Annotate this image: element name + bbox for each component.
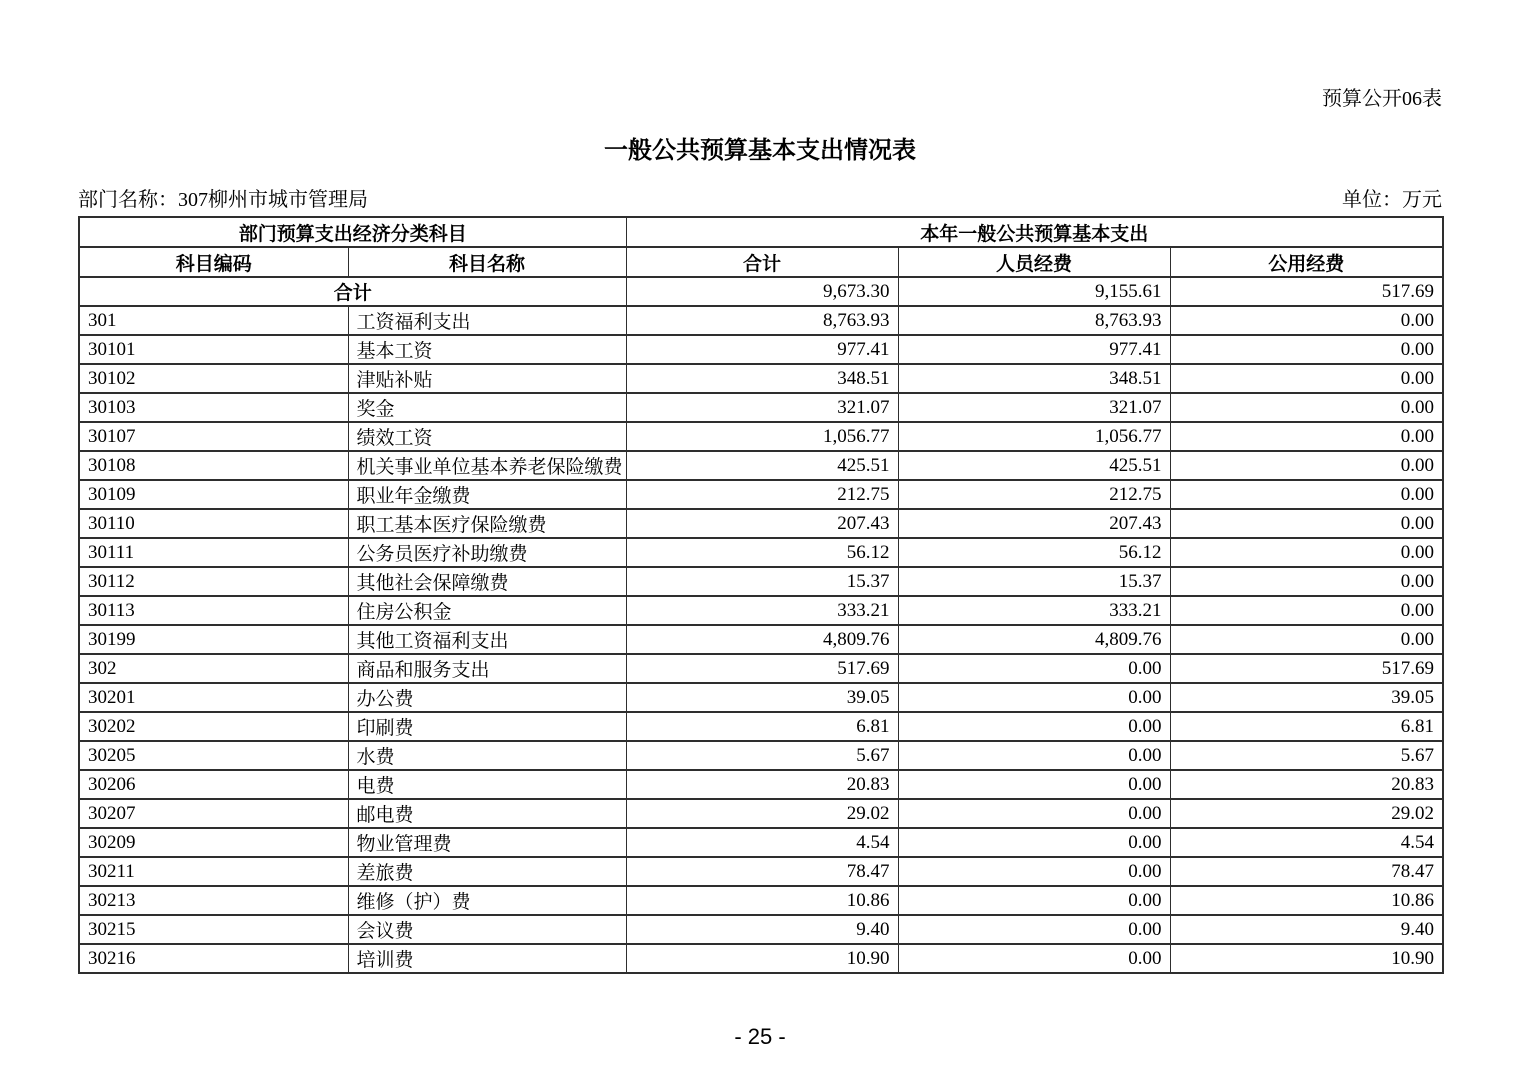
- total-row-label: 合计: [79, 277, 626, 306]
- subject-name-cell: 水费: [348, 741, 626, 770]
- subject-code-cell: 30103: [79, 393, 348, 422]
- table-row: [79, 741, 1443, 770]
- total-value-cell: 4,809.76: [626, 625, 898, 654]
- public-value-cell: 0.00: [1170, 335, 1443, 364]
- column-header-personnel: 人员经费: [898, 247, 1170, 277]
- subject-code-cell: 30201: [79, 683, 348, 712]
- public-value-cell: 4.54: [1170, 828, 1443, 857]
- subject-name-cell: 住房公积金: [348, 596, 626, 625]
- subject-name-cell: 津贴补贴: [348, 364, 626, 393]
- table-total-row: [79, 277, 1443, 306]
- table-row: [79, 364, 1443, 393]
- unit-label: 单位：万元: [1342, 189, 1442, 211]
- subject-code-cell: 30113: [79, 596, 348, 625]
- subject-code-cell: 30102: [79, 364, 348, 393]
- total-value-cell: 4.54: [626, 828, 898, 857]
- public-value-cell: 5.67: [1170, 741, 1443, 770]
- subject-code-cell: 30108: [79, 451, 348, 480]
- subject-name-cell: 电费: [348, 770, 626, 799]
- personnel-value-cell: 1,056.77: [898, 422, 1170, 451]
- personnel-value-cell: 348.51: [898, 364, 1170, 393]
- column-header-subject-code: 科目编码: [79, 247, 348, 277]
- table-row: [79, 886, 1443, 915]
- personnel-value-cell: 212.75: [898, 480, 1170, 509]
- total-value-cell: 20.83: [626, 770, 898, 799]
- total-value-cell: 39.05: [626, 683, 898, 712]
- column-header-public-funds: 公用经费: [1170, 247, 1443, 277]
- subject-code-cell: 30209: [79, 828, 348, 857]
- subject-code-cell: 30110: [79, 509, 348, 538]
- department-name-label: 部门名称：307柳州市城市管理局: [78, 189, 368, 211]
- subject-code-cell: 30107: [79, 422, 348, 451]
- public-value-cell: 20.83: [1170, 770, 1443, 799]
- table-row: [79, 306, 1443, 335]
- table-row: [79, 451, 1443, 480]
- total-value-cell: 78.47: [626, 857, 898, 886]
- total-row-personnel-value: 9,155.61: [898, 277, 1170, 306]
- personnel-value-cell: 0.00: [898, 886, 1170, 915]
- total-value-cell: 348.51: [626, 364, 898, 393]
- form-code-label: 预算公开06表: [1322, 88, 1442, 110]
- personnel-value-cell: 56.12: [898, 538, 1170, 567]
- table-meta-row: [78, 188, 1442, 212]
- table-row: [79, 712, 1443, 741]
- subject-name-cell: 会议费: [348, 915, 626, 944]
- total-value-cell: 977.41: [626, 335, 898, 364]
- table-row: [79, 828, 1443, 857]
- subject-code-cell: 302: [79, 654, 348, 683]
- personnel-value-cell: 0.00: [898, 944, 1170, 973]
- page-title: 一般公共预算基本支出情况表: [604, 138, 916, 164]
- subject-code-cell: 30215: [79, 915, 348, 944]
- table-row: [79, 538, 1443, 567]
- subject-name-cell: 公务员医疗补助缴费: [348, 538, 626, 567]
- personnel-value-cell: 977.41: [898, 335, 1170, 364]
- subject-name-cell: 物业管理费: [348, 828, 626, 857]
- public-value-cell: 0.00: [1170, 596, 1443, 625]
- total-row-public-value: 517.69: [1170, 277, 1443, 306]
- table-row: [79, 654, 1443, 683]
- subject-code-cell: 30199: [79, 625, 348, 654]
- subject-code-cell: 30207: [79, 799, 348, 828]
- total-value-cell: 9.40: [626, 915, 898, 944]
- subject-code-cell: 30205: [79, 741, 348, 770]
- public-value-cell: 0.00: [1170, 538, 1443, 567]
- public-value-cell: 517.69: [1170, 654, 1443, 683]
- subject-code-cell: 30213: [79, 886, 348, 915]
- subject-name-cell: 其他社会保障缴费: [348, 567, 626, 596]
- subject-code-cell: 30216: [79, 944, 348, 973]
- column-header-total: 合计: [626, 247, 898, 277]
- public-value-cell: 39.05: [1170, 683, 1443, 712]
- subject-code-cell: 30202: [79, 712, 348, 741]
- total-value-cell: 5.67: [626, 741, 898, 770]
- page-number: - 25 -: [734, 1024, 786, 1049]
- public-value-cell: 0.00: [1170, 480, 1443, 509]
- subject-name-cell: 职业年金缴费: [348, 480, 626, 509]
- subject-name-cell: 维修（护）费: [348, 886, 626, 915]
- personnel-value-cell: 4,809.76: [898, 625, 1170, 654]
- subject-name-cell: 培训费: [348, 944, 626, 973]
- public-value-cell: 6.81: [1170, 712, 1443, 741]
- public-value-cell: 10.90: [1170, 944, 1443, 973]
- total-value-cell: 10.86: [626, 886, 898, 915]
- personnel-value-cell: 0.00: [898, 654, 1170, 683]
- personnel-value-cell: 207.43: [898, 509, 1170, 538]
- personnel-value-cell: 8,763.93: [898, 306, 1170, 335]
- total-value-cell: 321.07: [626, 393, 898, 422]
- table-group-header-row: [79, 217, 1443, 247]
- budget-table: [78, 216, 1444, 974]
- personnel-value-cell: 0.00: [898, 741, 1170, 770]
- table-row: [79, 335, 1443, 364]
- public-value-cell: 0.00: [1170, 567, 1443, 596]
- table-row: [79, 422, 1443, 451]
- personnel-value-cell: 0.00: [898, 770, 1170, 799]
- total-value-cell: 1,056.77: [626, 422, 898, 451]
- personnel-value-cell: 321.07: [898, 393, 1170, 422]
- personnel-value-cell: 15.37: [898, 567, 1170, 596]
- table-row: [79, 683, 1443, 712]
- public-value-cell: 9.40: [1170, 915, 1443, 944]
- subject-name-cell: 差旅费: [348, 857, 626, 886]
- subject-code-cell: 30206: [79, 770, 348, 799]
- total-value-cell: 517.69: [626, 654, 898, 683]
- subject-code-cell: 301: [79, 306, 348, 335]
- total-value-cell: 212.75: [626, 480, 898, 509]
- subject-code-cell: 30211: [79, 857, 348, 886]
- table-row: [79, 799, 1443, 828]
- public-value-cell: 0.00: [1170, 625, 1443, 654]
- subject-code-cell: 30112: [79, 567, 348, 596]
- subject-name-cell: 机关事业单位基本养老保险缴费: [348, 451, 626, 480]
- header-group-classification: 部门预算支出经济分类科目: [79, 217, 626, 247]
- public-value-cell: 0.00: [1170, 509, 1443, 538]
- table-row: [79, 944, 1443, 973]
- table-row: [79, 770, 1443, 799]
- total-value-cell: 15.37: [626, 567, 898, 596]
- subject-code-cell: 30111: [79, 538, 348, 567]
- subject-code-cell: 30109: [79, 480, 348, 509]
- total-value-cell: 6.81: [626, 712, 898, 741]
- subject-name-cell: 商品和服务支出: [348, 654, 626, 683]
- subject-name-cell: 其他工资福利支出: [348, 625, 626, 654]
- public-value-cell: 0.00: [1170, 451, 1443, 480]
- personnel-value-cell: 425.51: [898, 451, 1170, 480]
- public-value-cell: 78.47: [1170, 857, 1443, 886]
- table-row: [79, 509, 1443, 538]
- header-group-basic-expenditure: 本年一般公共预算基本支出: [626, 217, 1443, 247]
- personnel-value-cell: 333.21: [898, 596, 1170, 625]
- total-value-cell: 8,763.93: [626, 306, 898, 335]
- total-value-cell: 207.43: [626, 509, 898, 538]
- total-value-cell: 425.51: [626, 451, 898, 480]
- subject-code-cell: 30101: [79, 335, 348, 364]
- table-row: [79, 596, 1443, 625]
- table-row: [79, 625, 1443, 654]
- personnel-value-cell: 0.00: [898, 915, 1170, 944]
- public-value-cell: 0.00: [1170, 422, 1443, 451]
- total-value-cell: 10.90: [626, 944, 898, 973]
- public-value-cell: 0.00: [1170, 306, 1443, 335]
- public-value-cell: 0.00: [1170, 364, 1443, 393]
- total-value-cell: 333.21: [626, 596, 898, 625]
- subject-name-cell: 奖金: [348, 393, 626, 422]
- table-row: [79, 857, 1443, 886]
- personnel-value-cell: 0.00: [898, 828, 1170, 857]
- personnel-value-cell: 0.00: [898, 683, 1170, 712]
- subject-name-cell: 基本工资: [348, 335, 626, 364]
- subject-name-cell: 印刷费: [348, 712, 626, 741]
- total-row-total-value: 9,673.30: [626, 277, 898, 306]
- subject-name-cell: 职工基本医疗保险缴费: [348, 509, 626, 538]
- total-value-cell: 29.02: [626, 799, 898, 828]
- table-row: [79, 480, 1443, 509]
- subject-name-cell: 办公费: [348, 683, 626, 712]
- table-row: [79, 393, 1443, 422]
- subject-name-cell: 邮电费: [348, 799, 626, 828]
- subject-name-cell: 工资福利支出: [348, 306, 626, 335]
- subject-name-cell: 绩效工资: [348, 422, 626, 451]
- public-value-cell: 10.86: [1170, 886, 1443, 915]
- total-value-cell: 56.12: [626, 538, 898, 567]
- column-header-subject-name: 科目名称: [348, 247, 626, 277]
- table-row: [79, 567, 1443, 596]
- personnel-value-cell: 0.00: [898, 799, 1170, 828]
- table-row: [79, 915, 1443, 944]
- table-column-header-row: [79, 247, 1443, 277]
- public-value-cell: 0.00: [1170, 393, 1443, 422]
- personnel-value-cell: 0.00: [898, 857, 1170, 886]
- public-value-cell: 29.02: [1170, 799, 1443, 828]
- personnel-value-cell: 0.00: [898, 712, 1170, 741]
